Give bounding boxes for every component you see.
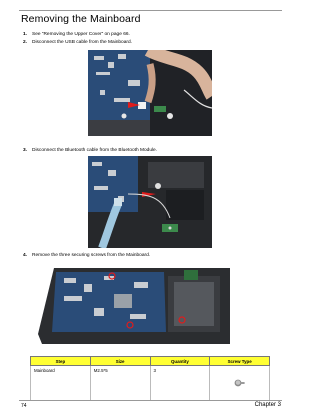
- step-1: [23, 32, 130, 38]
- column-header-screw-type: Screw Type: [210, 357, 270, 366]
- column-header-step: Step: [31, 357, 91, 366]
- chapter-label: Chapter 3: [254, 402, 281, 408]
- step-number: 3.: [23, 148, 28, 153]
- screw-table-header-row: [31, 357, 270, 366]
- cell-screw-type: [210, 366, 270, 401]
- step-4: [23, 253, 150, 259]
- screw-icon: [234, 379, 245, 388]
- photo-mainboard-screws: [34, 262, 230, 344]
- step-text: See “Removing the Upper Cover” on page 66.: [32, 32, 130, 37]
- step-number: 4.: [23, 253, 28, 258]
- bottom-rule: [19, 400, 282, 401]
- step-text: Remove the three securing screws from the Mainboard.: [32, 253, 151, 258]
- step-2: [23, 40, 132, 46]
- table-row: [31, 366, 270, 401]
- page-title: Removing the Mainboard: [21, 13, 141, 25]
- photo-bluetooth-cable: [88, 156, 212, 248]
- cell-quantity: 3: [150, 366, 210, 401]
- step-text: Disconnect the Bluetooth cable from the Bluetooth Module.: [32, 148, 158, 153]
- photo-usb-cable: [88, 50, 212, 136]
- cell-step: Mainboard: [31, 366, 91, 401]
- cell-size: M2.5*5: [90, 366, 150, 401]
- screw-table: [30, 356, 270, 401]
- column-header-size: Size: [90, 357, 150, 366]
- step-number: 1.: [23, 32, 28, 37]
- page-number: 74: [21, 403, 27, 409]
- step-text: Disconnect the USB cable from the Mainboard.: [32, 40, 132, 45]
- step-3: [23, 148, 157, 154]
- step-number: 2.: [23, 40, 28, 45]
- top-rule: [19, 10, 282, 11]
- column-header-quantity: Quantity: [150, 357, 210, 366]
